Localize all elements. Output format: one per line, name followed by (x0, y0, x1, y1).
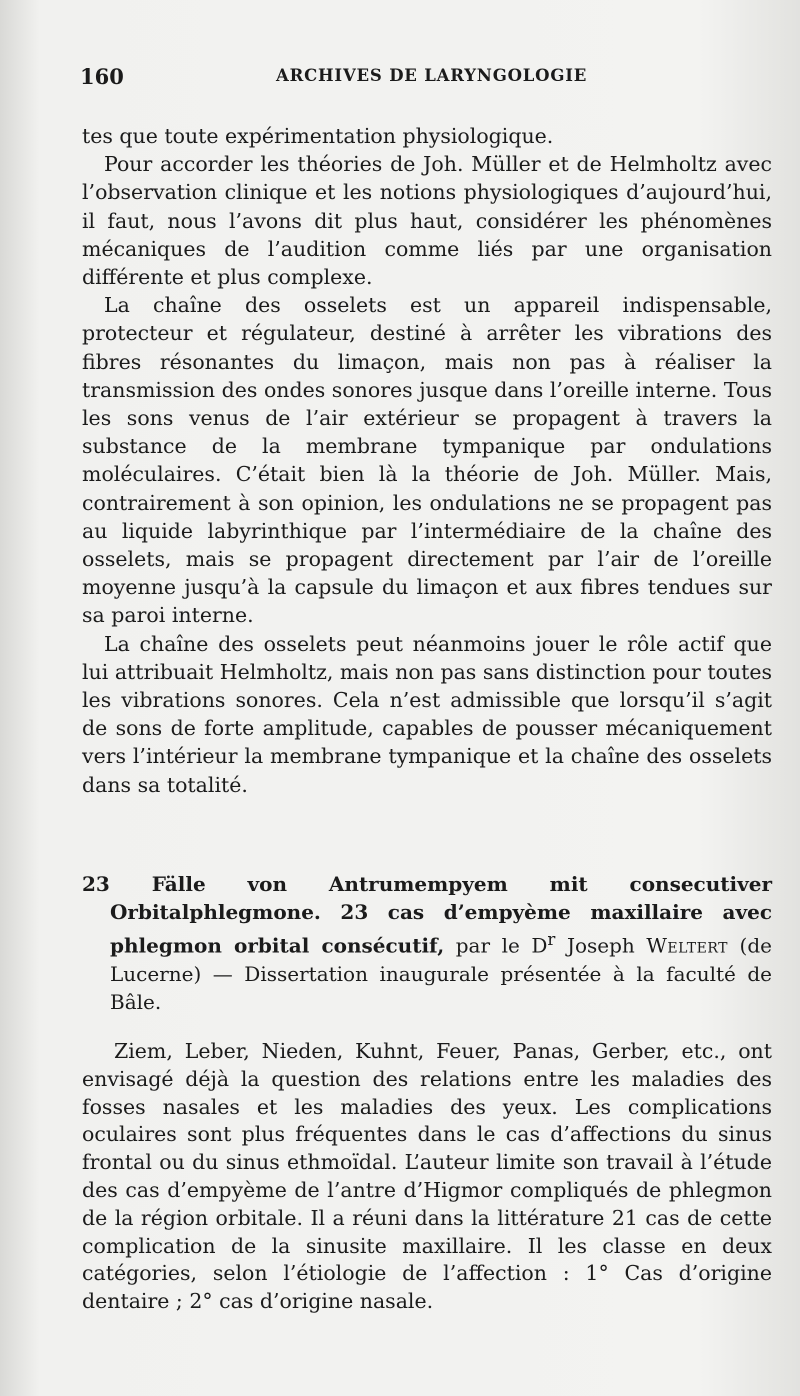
running-head (80, 64, 760, 98)
paragraph: La chaîne des osselets peut néanmoins jouer le rôle actif que lui attribuait Helmholtz, mais non pas sans distinction pour toutes les vibrations sonores. Cela n’est admissible que lorsqu’il s’agit de sons de forte amplitude, capables de pousser mécaniquement vers l’intérieur la membrane tympanique et la chaîne des osselets dans sa totalité. (82, 631, 772, 797)
review-paragraph: Ziem, Leber, Nieden, Kuhnt, Feuer, Panas, Gerber, etc., ont envisagé déjà la question des relations entre les maladies des fosses nasales et les maladies des yeux. Les complications oculaires sont plus fréquentes dans le cas d’affections du sinus frontal ou du sinus ethmoïdal. L’auteur limite son travail à l’étude des cas d’empyème de l’antre d’Higmor compliqués de phlegmon de la région orbitale. Il a réuni dans la littérature 21 cas de cette complication de la sinusite maxillaire. Il les classe en deux catégories, selon l’étiologie de l’affection : 1° Cas d’origine dentaire ; 2° cas d’origine nasale. (82, 1039, 772, 1314)
paragraph: Pour accorder les théories de Joh. Müller et de Helmholtz avec l’observation clinique et les notions physiologiques d’aujourd’hui, il faut, nous l’avons dit plus haut, considérer les phénomènes mécaniques de l’audition comme liés par une organisation différente et plus complexe. (82, 152, 772, 290)
review-text (82, 1038, 772, 1316)
review-heading (82, 870, 772, 1016)
review-title (82, 870, 772, 1016)
review-author-first: Joseph (555, 933, 647, 958)
review-by: par le D (444, 933, 548, 958)
paragraph: La chaîne des osselets est un appareil indispensable, protecteur et régulateur, destiné à arrêter les vibrations des fibres résonantes du limaçon, mais non pas à réaliser la transmission des ondes sonores jusque dans l’oreille interne. Tous les sons venus de l’air extérieur se propagent à travers la substance de la membrane tympanique par ondulations moléculaires. C’était bien là la théorie de Joh. Müller. Mais, contrairement à son opinion, les ondulations ne se propagent pas au liquide labyrinthique par l’intermédiaire de la chaîne des osselets, mais se propagent directement par l’air de l’oreille moyenne jusqu’à la capsule du limaçon et aux fibres tendues sur sa paroi interne. (82, 293, 772, 628)
review-author-last: Weltert (646, 933, 728, 958)
page-number: 160 (80, 64, 124, 89)
review-title-bold: 23 Fälle von Antrumempyem mit consecutiver Orbitalphlegmone. 23 cas d’empyème maxillaire avec phlegmon orbital consécutif, (82, 872, 772, 958)
journal-title: ARCHIVES DE LARYNGOLOGIE (276, 66, 588, 85)
article-text (82, 122, 772, 799)
review-dr-superscript: r (547, 930, 556, 949)
continued-paragraph: tes que toute expérimentation physiologique. (82, 124, 554, 148)
review-place: (de Lucerne) — Dissertation inaugurale présentée à la faculté de Bâle. (110, 933, 772, 1014)
